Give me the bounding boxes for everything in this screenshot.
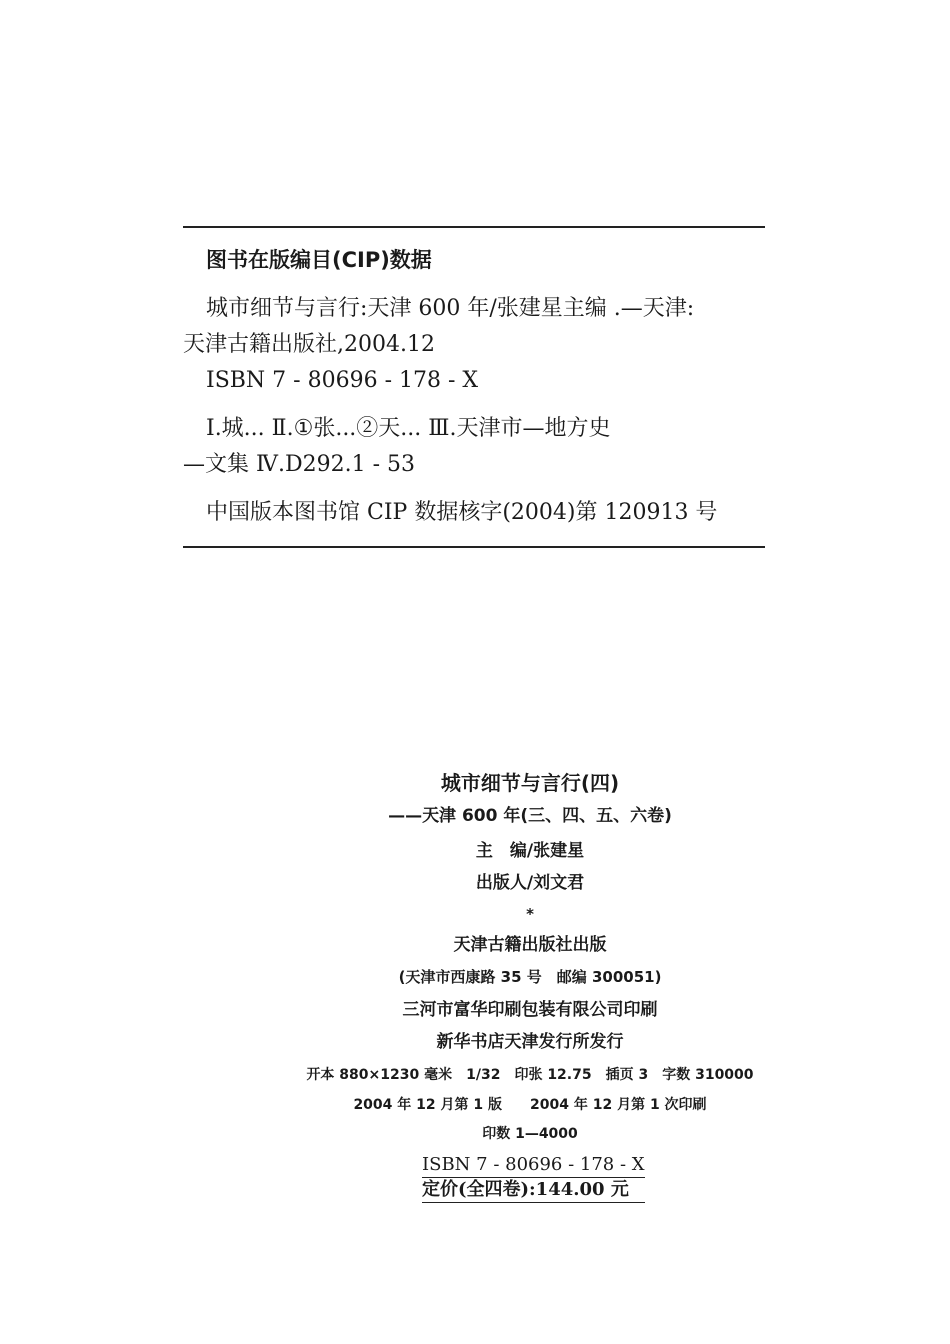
editor-credit: 主 编/张建星 xyxy=(475,841,585,861)
cip-line-subjects: Ⅰ.城... Ⅱ.①张...②天... Ⅲ.天津市—地方史 xyxy=(206,416,611,441)
publisher-name: 天津古籍出版社出版 xyxy=(453,935,607,955)
isbn-price-block xyxy=(422,1156,645,1203)
cip-line-classification: —文集 Ⅳ.D292.1 - 53 xyxy=(183,452,415,477)
book-subtitle: ——天津 600 年(三、四、五、六卷) xyxy=(388,806,672,826)
cip-heading: 图书在版编目(CIP)数据 xyxy=(206,248,432,272)
printer-name: 三河市富华印刷包装有限公司印刷 xyxy=(402,1000,658,1020)
format-specs: 开本 880×1230 毫米 1/32 印张 12.75 插页 3 字数 310000 xyxy=(306,1067,754,1083)
colophon-price: 定价(全四卷):144.00 元 xyxy=(422,1178,645,1203)
distributor-name: 新华书店天津发行所发行 xyxy=(436,1032,624,1052)
publisher-address: (天津市西康路 35 号 邮编 300051) xyxy=(398,968,662,986)
book-title: 城市细节与言行(四) xyxy=(440,771,620,795)
separator-asterisk: * xyxy=(526,905,534,923)
cip-bottom-rule xyxy=(183,546,765,548)
cip-top-rule xyxy=(183,226,765,228)
cip-line-isbn: ISBN 7 - 80696 - 178 - X xyxy=(206,368,479,393)
cip-line-publisher: 天津古籍出版社,2004.12 xyxy=(183,332,435,357)
cip-line-title-editor: 城市细节与言行:天津 600 年/张建星主编 .—天津: xyxy=(206,296,695,321)
edition-info: 2004 年 12 月第 1 版 2004 年 12 月第 1 次印刷 xyxy=(353,1097,707,1113)
colophon-isbn: ISBN 7 - 80696 - 178 - X xyxy=(422,1156,645,1178)
print-run: 印数 1—4000 xyxy=(482,1126,578,1142)
cip-line-record-number: 中国版本图书馆 CIP 数据核字(2004)第 120913 号 xyxy=(206,500,718,525)
publisher-person-credit: 出版人/刘文君 xyxy=(475,873,585,893)
